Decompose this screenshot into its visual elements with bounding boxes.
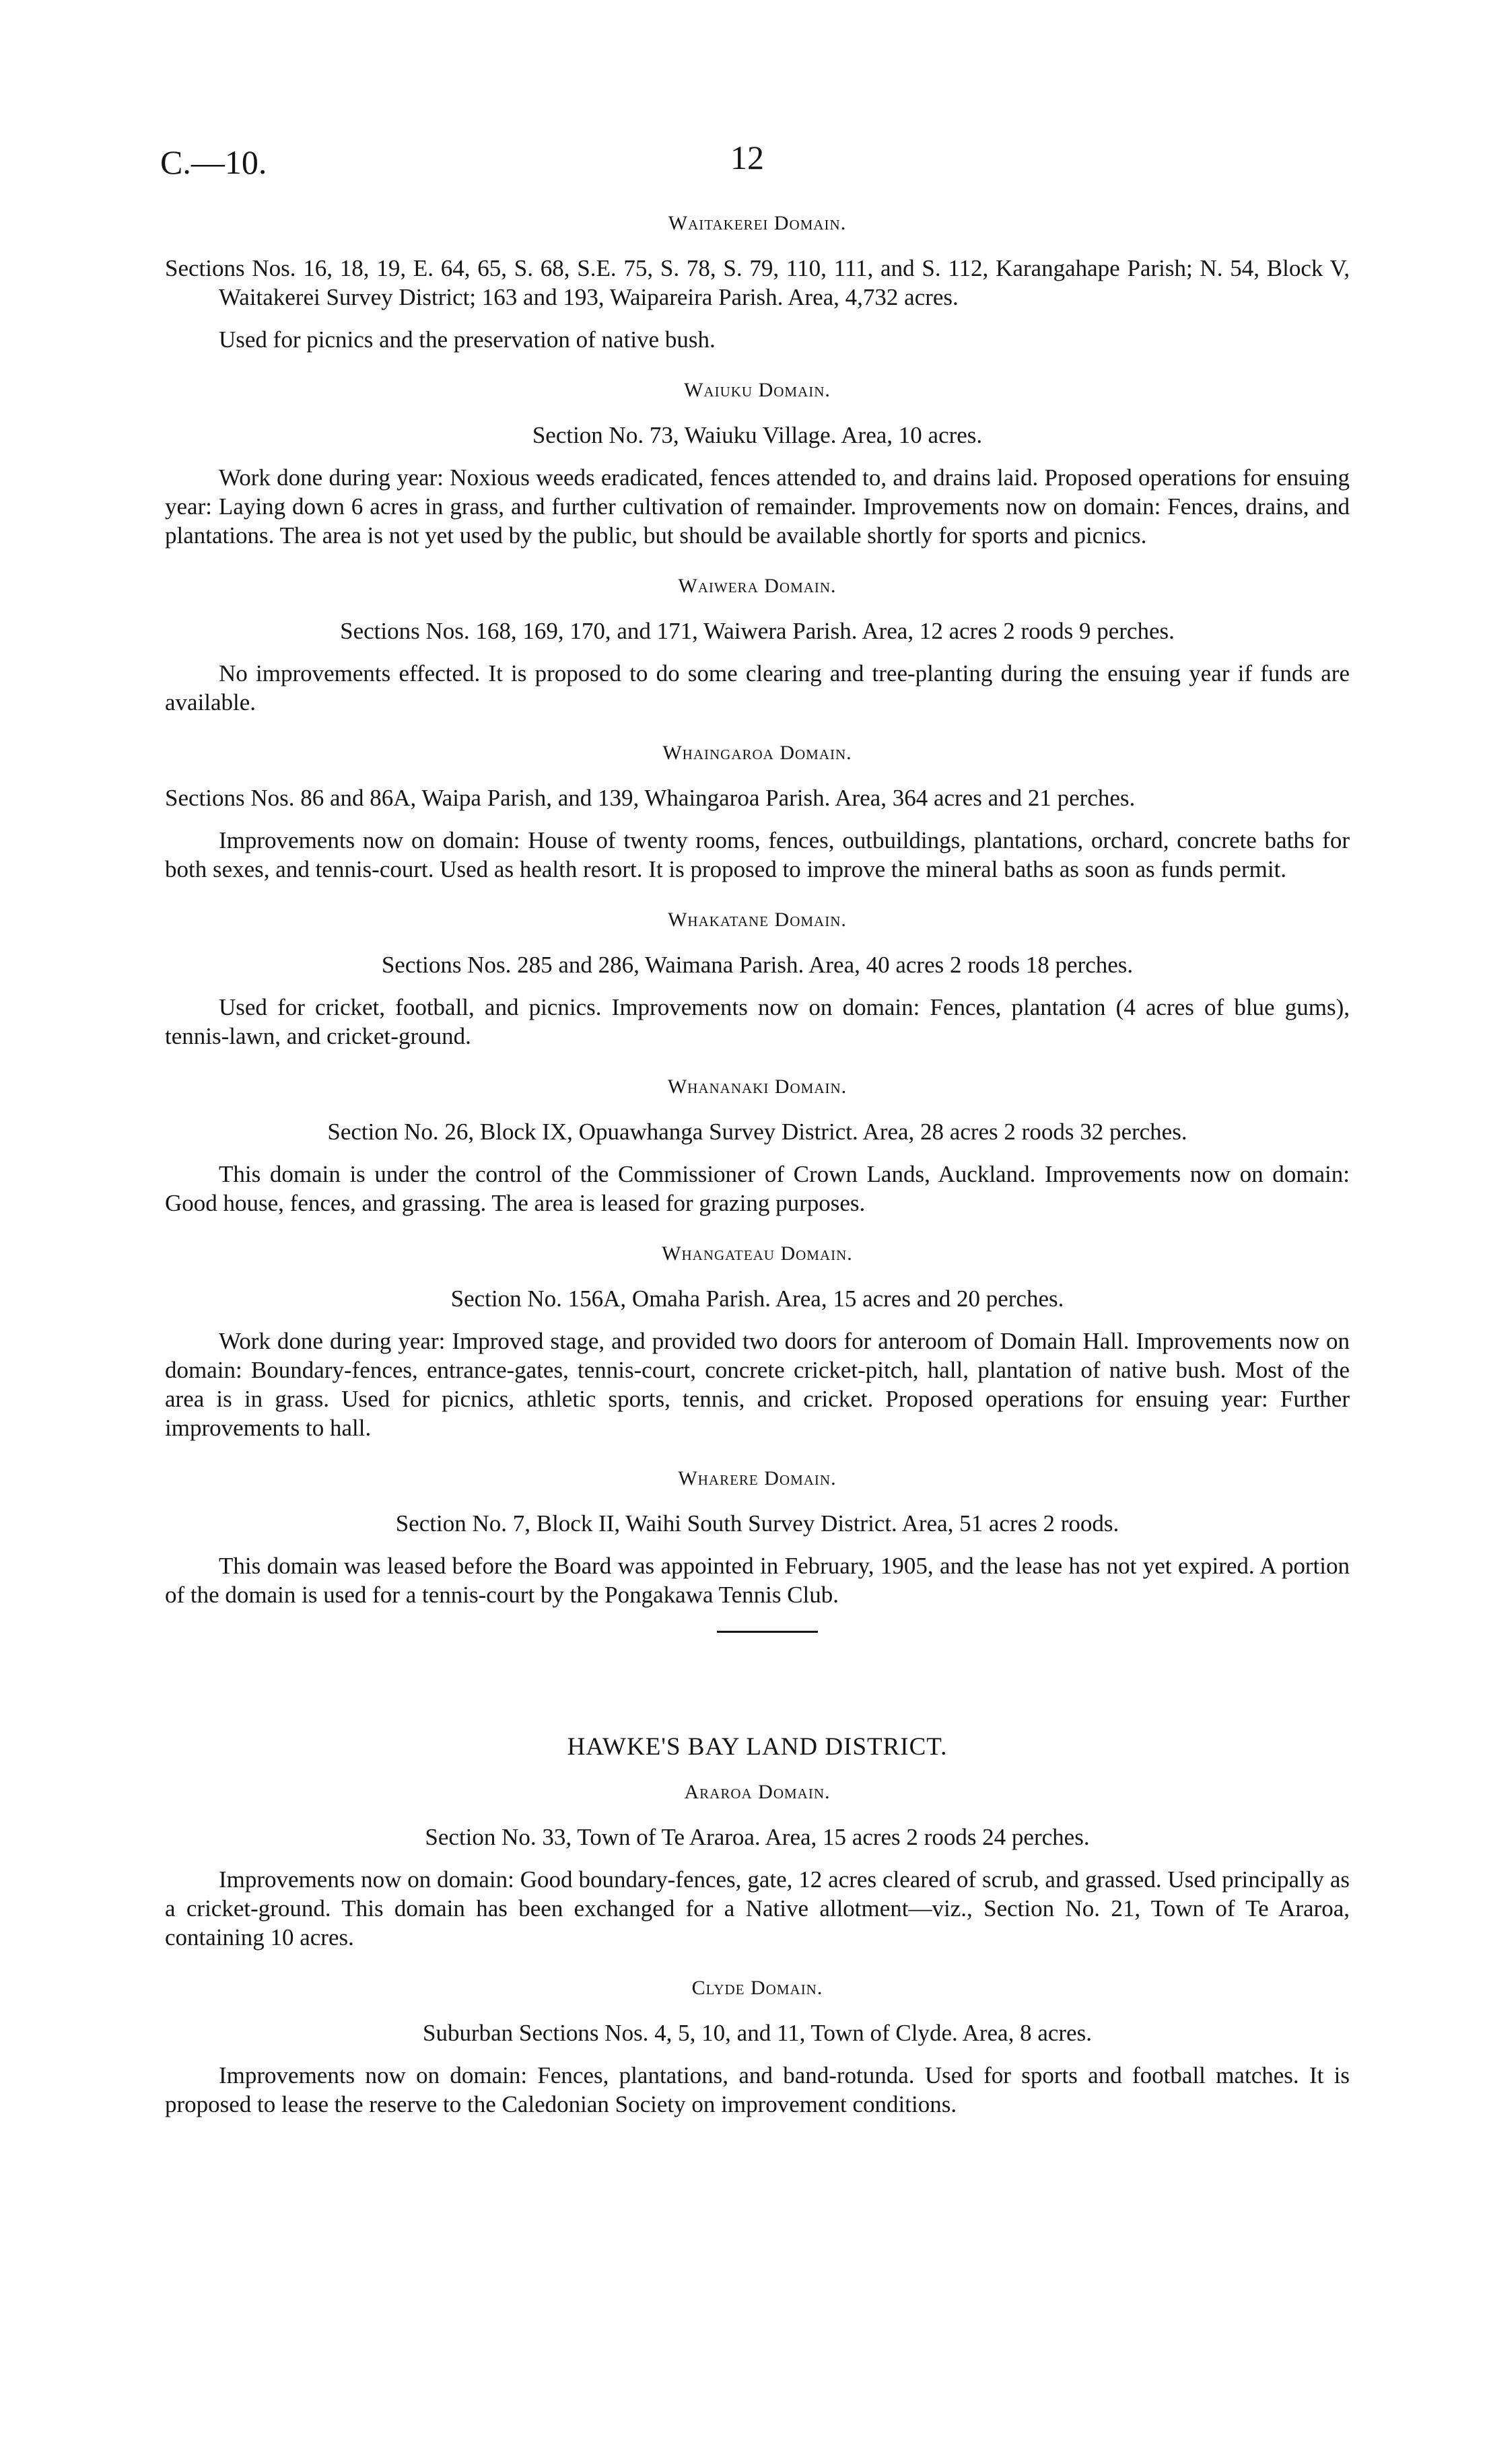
domain-paragraph: This domain was leased before the Board was appointed in February, 1905, and the lease has not yet expired. A portion of the domain is used for a tennis-court by the Pongakawa Tennis Club. — [165, 1553, 1350, 1608]
domain-entry-whangateau — [165, 1239, 1350, 1442]
domain-entry-araroa — [165, 1777, 1350, 1952]
domain-entry-whananaki — [165, 1072, 1350, 1218]
page-content — [165, 209, 1350, 2140]
domain-paragraph: This domain is under the control of the Commissioner of Crown Lands, Auckland. Improvements now on domain: Good house, fences, and grassing. The area is leased for grazing purposes. — [165, 1161, 1350, 1216]
domain-entry-clyde — [165, 1973, 1350, 2119]
domain-heading: Whananaki Domain. — [667, 1076, 848, 1098]
domain-entry-whakatane — [165, 905, 1350, 1051]
domain-heading: Waiwera Domain. — [678, 575, 837, 597]
domain-heading: Whaingaroa Domain. — [662, 742, 852, 764]
domain-heading: Waitakerei Domain. — [668, 212, 847, 234]
domain-paragraph: Improvements now on domain: Good boundary-fences, gate, 12 acres cleared of scrub, and grassed. Used principally as a cricket-ground. This domain has been exchanged for a Native allotment—viz., Section No. 21, Town of Te Araroa, containing 10 acres. — [165, 1866, 1350, 1950]
domain-paragraph: Work done during year: Improved stage, and provided two doors for anteroom of Domain Hall. Improvements now on domain: Boundary-fences, entrance-gates, tennis-court, concrete cricket-pitch, hall, plantation of native bush. Most of the area is in grass. Used for picnics, athletic sports, tennis, and cricket. Proposed operations for ensuing year: Further improvements to hall. — [165, 1328, 1350, 1441]
section-description: Sections Nos. 86 and 86A, Waipa Parish, and 139, Whaingaroa Parish. Area, 364 acres and 21 perches. — [165, 785, 1136, 811]
section-description: Sections Nos. 168, 169, 170, and 171, Waiwera Parish. Area, 12 acres 2 roods 9 perches. — [340, 618, 1175, 644]
domain-heading: Whangateau Domain. — [662, 1242, 853, 1265]
page-reference: C.—10. — [160, 143, 267, 181]
domain-heading: Clyde Domain. — [691, 1977, 823, 1999]
domain-entry-wharere — [165, 1464, 1350, 1609]
domain-paragraph: Work done during year: Noxious weeds eradicated, fences attended to, and drains laid. Proposed operations for ensuing year: Laying down 6 acres in grass, and further cultivation of remainder. Improvements now on domain: Fences, drains, and plantations. The area is not yet used by the public, but should be available shortly for sports and picnics. — [165, 464, 1350, 549]
domain-heading: Waiuku Domain. — [684, 379, 831, 401]
section-description: Sections Nos. 16, 18, 19, E. 64, 65, S. 68, S.E. 75, S. 78, S. 79, 110, 111, and S. 112, Karangahape Parish; N. 54, Block V, Waitakerei Survey District; 163 and 193, Waipareira Parish. Area, 4,732 acres. — [165, 255, 1350, 310]
domain-entry-whaingaroa — [165, 738, 1350, 884]
domain-entry-waiwera — [165, 571, 1350, 717]
section-description: Sections Nos. 285 and 286, Waimana Parish. Area, 40 acres 2 roods 18 perches. — [381, 952, 1134, 978]
page-number: 12 — [730, 139, 764, 176]
district-title: HAWKE'S BAY LAND DISTRICT. — [567, 1733, 948, 1761]
section-description: Section No. 156A, Omaha Parish. Area, 15 acres and 20 perches. — [450, 1286, 1064, 1312]
domain-heading: Araroa Domain. — [684, 1781, 831, 1803]
domain-paragraph: No improvements effected. It is proposed to do some clearing and tree-planting during the ensuing year if funds are available. — [165, 660, 1350, 715]
domain-paragraph: Improvements now on domain: Fences, plantations, and band-rotunda. Used for sports and football matches. It is proposed to lease the reserve to the Caledonian Society on improvement conditions. — [165, 2062, 1350, 2117]
domain-paragraph: Used for picnics and the preservation of native bush. — [219, 326, 716, 353]
section-description: Section No. 7, Block II, Waihi South Survey District. Area, 51 acres 2 roods. — [395, 1510, 1119, 1537]
domain-entry-waitakerei — [165, 209, 1350, 354]
domain-heading: Wharere Domain. — [678, 1467, 837, 1489]
domain-entry-waiuku — [165, 376, 1350, 550]
section-description: Suburban Sections Nos. 4, 5, 10, and 11, Town of Clyde. Area, 8 acres. — [423, 2020, 1092, 2046]
domain-heading: Whakatane Domain. — [668, 909, 847, 931]
divider-rule — [717, 1631, 818, 1633]
domain-paragraph: Used for cricket, football, and picnics. Improvements now on domain: Fences, plantation (4 acres of blue gums), tennis-lawn, and cricket-ground. — [165, 994, 1350, 1049]
domain-paragraph: Improvements now on domain: House of twenty rooms, fences, outbuildings, plantations, orchard, concrete baths for both sexes, and tennis-court. Used as health resort. It is proposed to improve the mineral baths as soon as funds permit. — [165, 827, 1350, 882]
section-description: Section No. 26, Block IX, Opuawhanga Survey District. Area, 28 acres 2 roods 32 perches. — [327, 1119, 1187, 1145]
section-description: Section No. 73, Waiuku Village. Area, 10 acres. — [532, 422, 983, 448]
section-description: Section No. 33, Town of Te Araroa. Area, 15 acres 2 roods 24 perches. — [425, 1824, 1090, 1850]
